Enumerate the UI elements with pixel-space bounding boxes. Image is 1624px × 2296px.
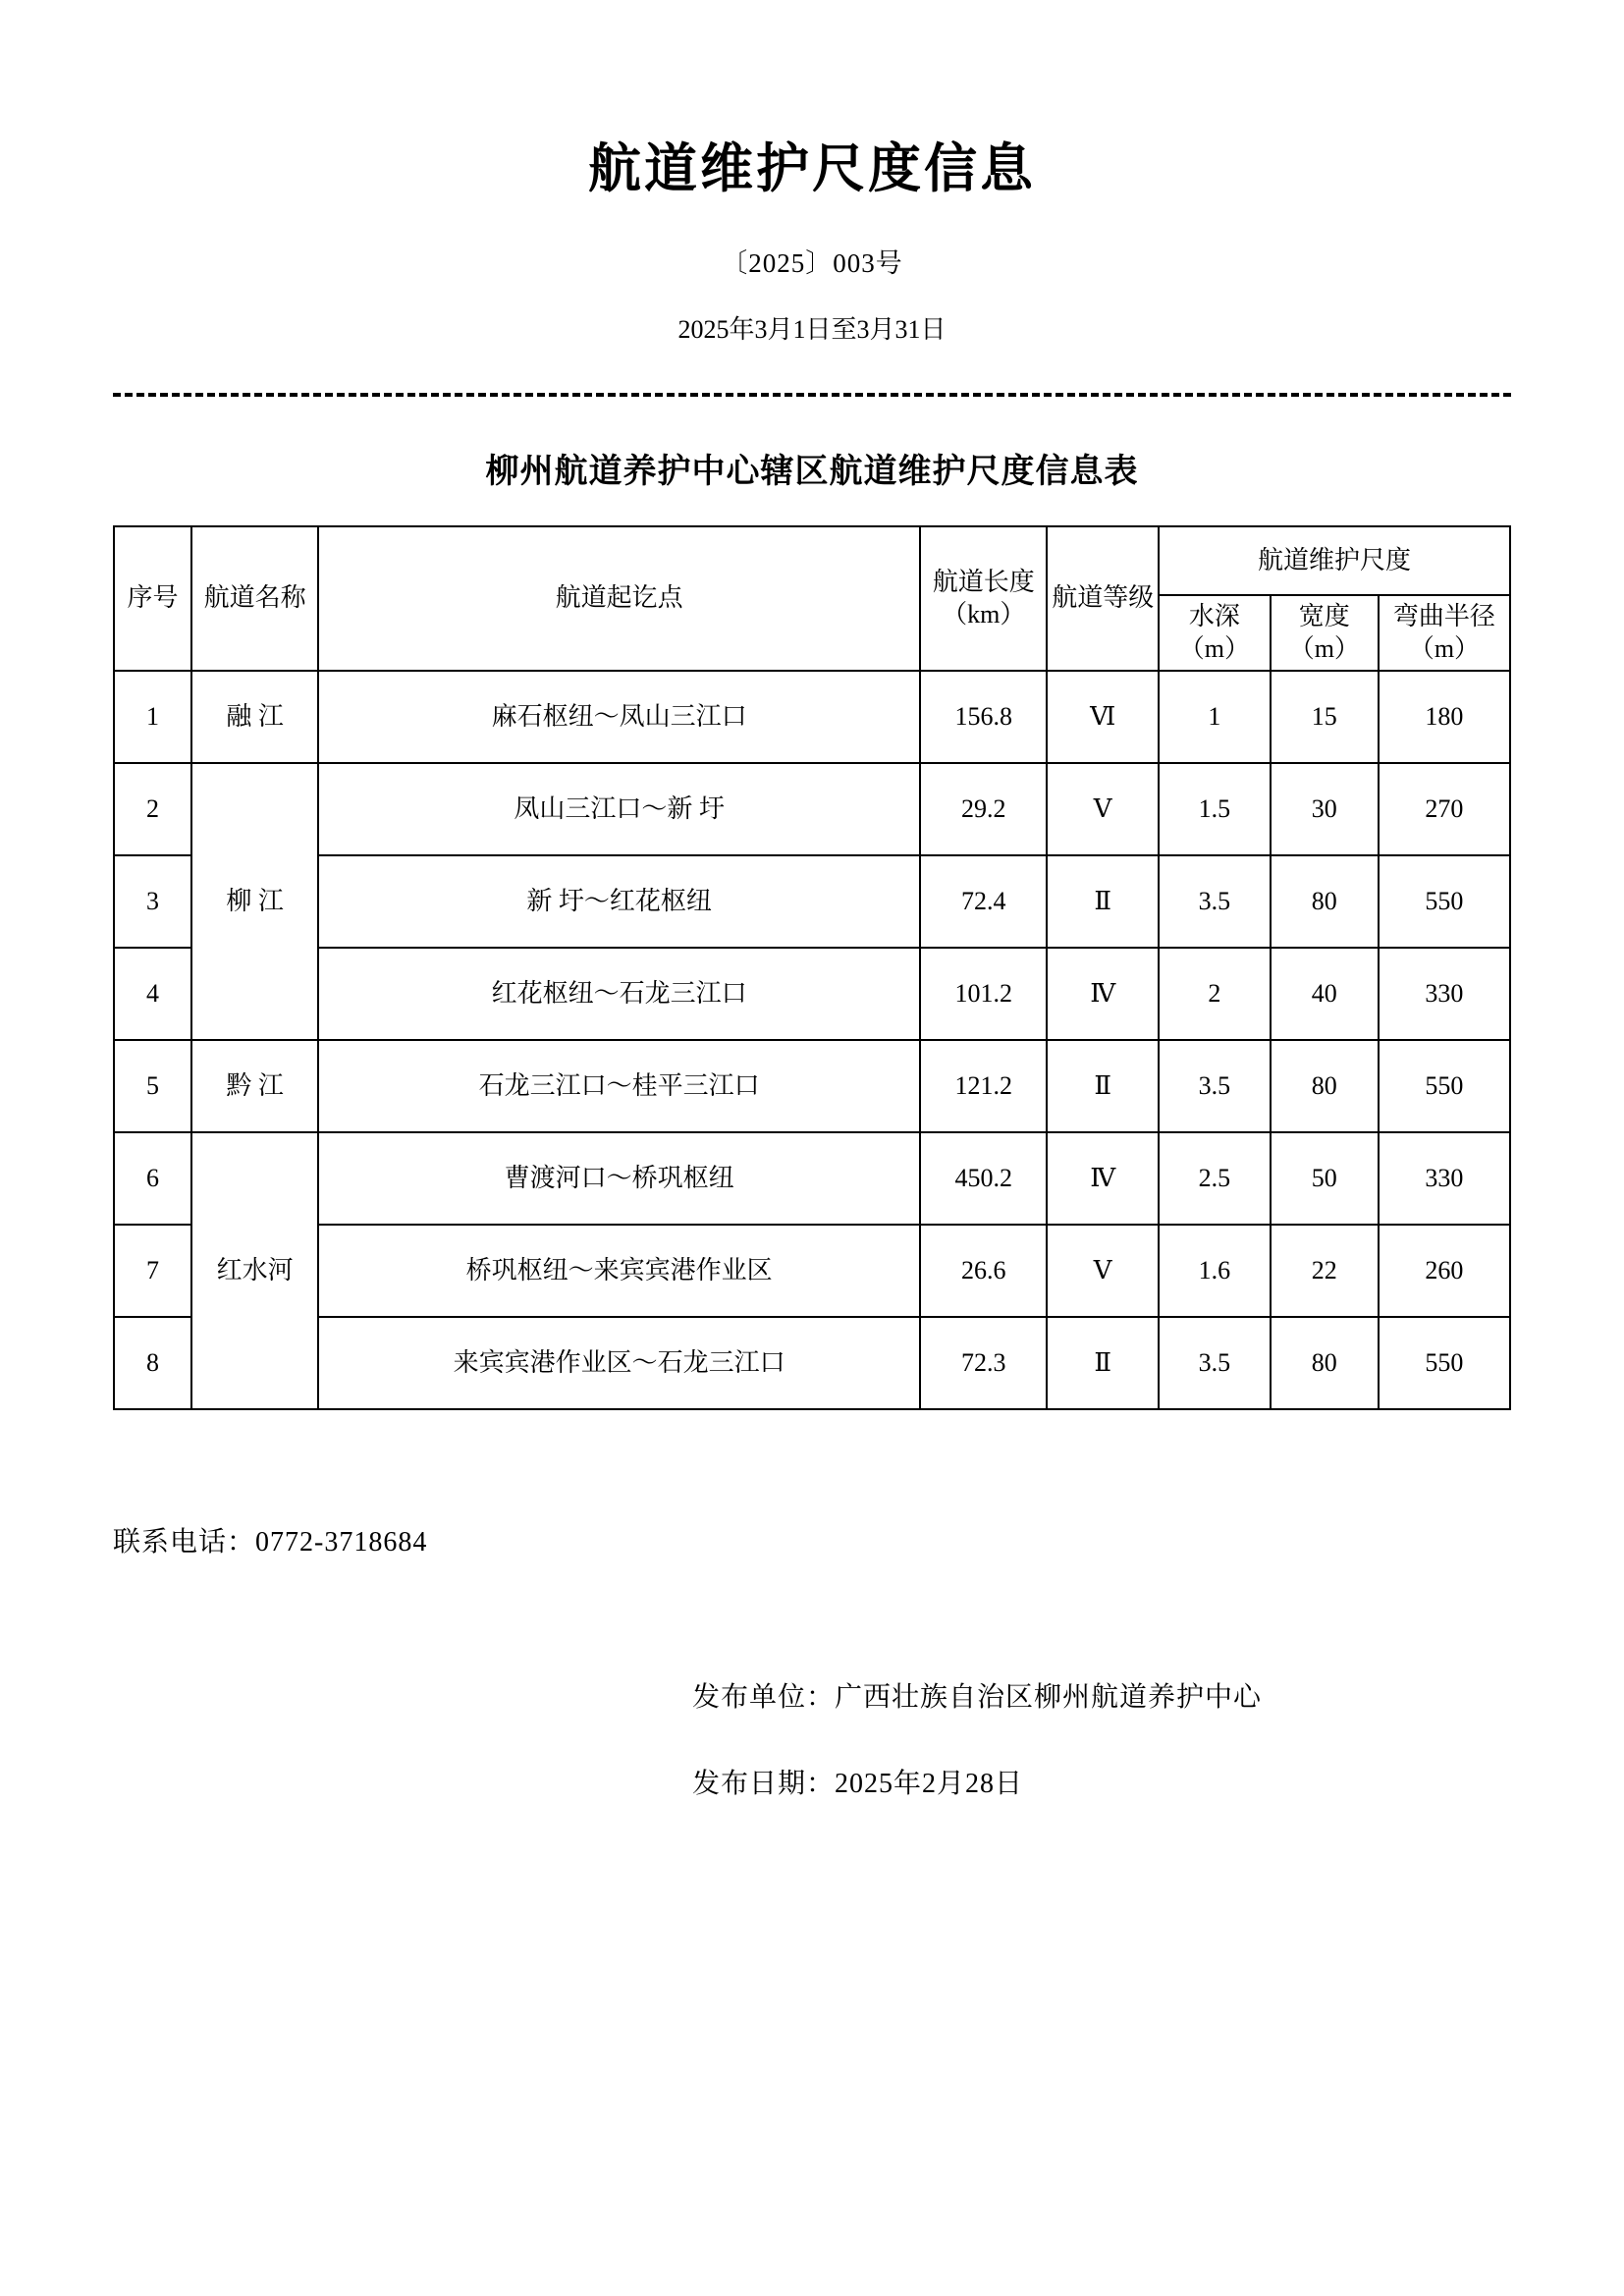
- cell-range: 红花枢纽～石龙三江口: [318, 948, 920, 1040]
- cell-length: 121.2: [920, 1040, 1047, 1132]
- cell-radius: 330: [1379, 948, 1510, 1040]
- cell-depth: 1.5: [1159, 763, 1271, 855]
- cell-grade: Ⅳ: [1047, 1132, 1159, 1225]
- cell-length: 72.3: [920, 1317, 1047, 1409]
- cell-grade: Ⅴ: [1047, 763, 1159, 855]
- cell-width: 80: [1271, 1040, 1379, 1132]
- cell-length: 29.2: [920, 763, 1047, 855]
- issue-date-line: 发布日期：2025年2月28日: [692, 1769, 1024, 1800]
- cell-river-name: 柳 江: [191, 763, 318, 1040]
- contact-phone: 联系电话：0772-3718684: [113, 1527, 428, 1558]
- cell-depth: 3.5: [1159, 855, 1271, 948]
- table-row: [114, 1225, 1510, 1317]
- table-row: [114, 855, 1510, 948]
- cell-radius: 270: [1379, 763, 1510, 855]
- cell-grade: Ⅵ: [1047, 671, 1159, 763]
- column-header-no: 序号: [114, 526, 191, 672]
- cell-no: 5: [114, 1040, 191, 1132]
- divider: [113, 393, 1511, 397]
- cell-width: 22: [1271, 1225, 1379, 1317]
- cell-length: 26.6: [920, 1225, 1047, 1317]
- column-header-radius-line1: 弯曲半径: [1392, 601, 1495, 630]
- column-header-maintenance-group: 航道维护尺度: [1159, 526, 1510, 595]
- column-header-grade: 航道等级: [1047, 526, 1159, 672]
- cell-radius: 550: [1379, 1040, 1510, 1132]
- cell-river-name: 黔 江: [191, 1040, 318, 1132]
- cell-no: 7: [114, 1225, 191, 1317]
- cell-width: 30: [1271, 763, 1379, 855]
- table-body: [114, 671, 1510, 1409]
- cell-width: 15: [1271, 671, 1379, 763]
- cell-no: 4: [114, 948, 191, 1040]
- signature-block: [113, 1559, 1511, 1801]
- page-title: 航道维护尺度信息: [588, 137, 1036, 199]
- cell-radius: 330: [1379, 1132, 1510, 1225]
- column-header-radius: [1379, 595, 1510, 672]
- cell-length: 101.2: [920, 948, 1047, 1040]
- column-header-width-line2: （m）: [1288, 634, 1360, 664]
- cell-range: 来宾宾港作业区～石龙三江口: [318, 1317, 920, 1409]
- cell-range: 桥巩枢纽～来宾宾港作业区: [318, 1225, 920, 1317]
- cell-radius: 550: [1379, 855, 1510, 948]
- cell-river-name: 红水河: [191, 1132, 318, 1409]
- column-header-length-line1: 航道长度: [932, 567, 1035, 596]
- cell-no: 1: [114, 671, 191, 763]
- cell-no: 8: [114, 1317, 191, 1409]
- cell-depth: 3.5: [1159, 1317, 1271, 1409]
- cell-range: 麻石枢纽～凤山三江口: [318, 671, 920, 763]
- column-header-length-line2: （km）: [942, 600, 1026, 629]
- waterway-dimensions-table: [113, 525, 1511, 1411]
- cell-radius: 180: [1379, 671, 1510, 763]
- table-row: [114, 1317, 1510, 1409]
- column-header-depth-line1: 水深: [1188, 601, 1240, 630]
- cell-no: 6: [114, 1132, 191, 1225]
- cell-width: 80: [1271, 855, 1379, 948]
- cell-depth: 1: [1159, 671, 1271, 763]
- cell-grade: Ⅴ: [1047, 1225, 1159, 1317]
- cell-radius: 260: [1379, 1225, 1510, 1317]
- cell-no: 2: [114, 763, 191, 855]
- table-row: [114, 763, 1510, 855]
- column-header-width-line1: 宽度: [1298, 601, 1350, 630]
- table-row: [114, 948, 1510, 1040]
- issuer-line: 发布单位：广西壮族自治区柳州航道养护中心: [692, 1682, 1263, 1714]
- table-header-row-1: [114, 526, 1510, 595]
- table-row: [114, 1132, 1510, 1225]
- cell-grade: Ⅳ: [1047, 948, 1159, 1040]
- cell-no: 3: [114, 855, 191, 948]
- cell-length: 450.2: [920, 1132, 1047, 1225]
- cell-grade: Ⅱ: [1047, 1040, 1159, 1132]
- cell-depth: 2: [1159, 948, 1271, 1040]
- cell-depth: 2.5: [1159, 1132, 1271, 1225]
- cell-width: 50: [1271, 1132, 1379, 1225]
- column-header-length: [920, 526, 1047, 672]
- cell-grade: Ⅱ: [1047, 1317, 1159, 1409]
- column-header-radius-line2: （m）: [1408, 634, 1481, 664]
- document-period: 2025年3月1日至3月31日: [677, 314, 947, 344]
- cell-grade: Ⅱ: [1047, 855, 1159, 948]
- table-head: [114, 526, 1510, 672]
- cell-range: 新 圩～红花枢纽: [318, 855, 920, 948]
- cell-range: 凤山三江口～新 圩: [318, 763, 920, 855]
- document-number: 〔2025〕003号: [721, 247, 903, 278]
- table-row: [114, 671, 1510, 763]
- cell-width: 40: [1271, 948, 1379, 1040]
- column-header-range: 航道起讫点: [318, 526, 920, 672]
- column-header-width: [1271, 595, 1379, 672]
- column-header-depth: [1159, 595, 1271, 672]
- cell-width: 80: [1271, 1317, 1379, 1409]
- cell-range: 曹渡河口～桥巩枢纽: [318, 1132, 920, 1225]
- cell-range: 石龙三江口～桂平三江口: [318, 1040, 920, 1132]
- cell-radius: 550: [1379, 1317, 1510, 1409]
- cell-length: 72.4: [920, 855, 1047, 948]
- column-header-depth-line2: （m）: [1178, 634, 1251, 664]
- cell-river-name: 融 江: [191, 671, 318, 763]
- cell-depth: 3.5: [1159, 1040, 1271, 1132]
- column-header-waterway-name: 航道名称: [191, 526, 318, 672]
- cell-length: 156.8: [920, 671, 1047, 763]
- cell-depth: 1.6: [1159, 1225, 1271, 1317]
- table-row: [114, 1040, 1510, 1132]
- table-title: 柳州航道养护中心辖区航道维护尺度信息表: [485, 451, 1139, 491]
